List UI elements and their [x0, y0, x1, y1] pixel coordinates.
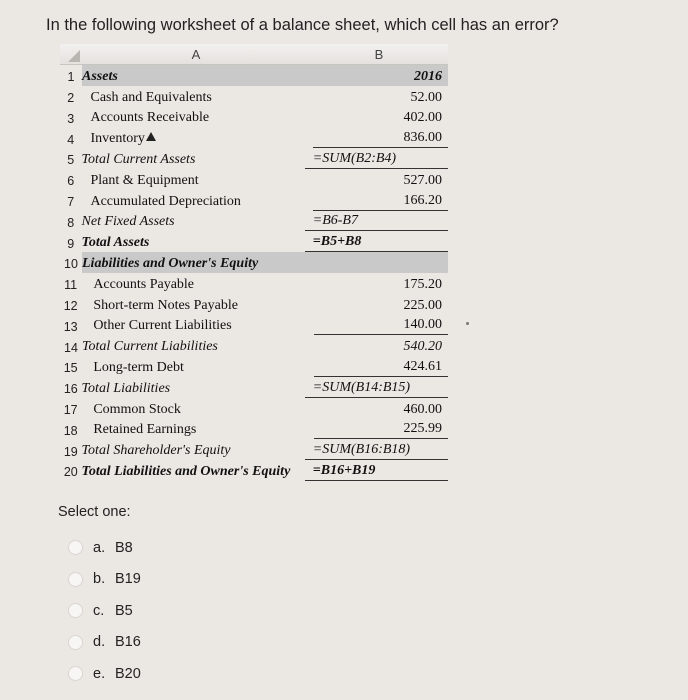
mouse-cursor-icon: [146, 132, 156, 141]
cell-a1: Assets: [82, 70, 310, 86]
row-11: [60, 273, 448, 294]
option-value: B19: [115, 571, 141, 588]
cell-a6: Plant & Equipment: [90, 172, 199, 188]
option-letter: b.: [93, 571, 106, 588]
row-number: 8: [67, 215, 75, 230]
row-14: [60, 335, 448, 356]
radio-button-icon[interactable]: [68, 635, 83, 650]
cell-b9: =B5+B8: [305, 235, 448, 252]
cell-a4-text: Inventory: [90, 131, 145, 147]
cell-a5: Total Current Assets: [81, 151, 196, 167]
row-20: [60, 460, 448, 481]
row-number: 1: [67, 70, 75, 85]
row-18: [60, 419, 448, 440]
option-letter: d.: [93, 634, 106, 651]
option-value: B8: [115, 539, 133, 556]
cell-b19: =SUM(B16:B18): [305, 443, 448, 460]
option-c[interactable]: [68, 595, 141, 627]
row-number: 6: [67, 174, 75, 189]
cell-b13: 140.00: [314, 318, 448, 335]
cell-a10: Liabilities and Owner's Equity: [82, 257, 310, 273]
row-13: [60, 315, 448, 336]
cell-b15: 424.61: [314, 360, 448, 377]
option-a[interactable]: [68, 532, 141, 564]
radio-button-icon[interactable]: [68, 540, 83, 555]
row-2: [60, 86, 448, 107]
row-4: [60, 127, 448, 148]
row-10: [60, 252, 448, 273]
cell-b8: =B6-B7: [305, 214, 448, 231]
spreadsheet: [60, 44, 448, 481]
row-3: [60, 107, 448, 128]
cell-a16: Total Liabilities: [81, 380, 171, 396]
cell-a11: Accounts Payable: [93, 276, 195, 292]
cell-a8: Net Fixed Assets: [81, 214, 175, 230]
answer-options: [58, 504, 141, 690]
cell-a9: Total Assets: [81, 235, 150, 251]
cell-b20: =B16+B19: [305, 464, 448, 481]
row-16: [60, 377, 448, 398]
cell-a19: Total Shareholder's Equity: [81, 443, 231, 459]
cell-a18: Retained Earnings: [93, 422, 197, 438]
row-number: 5: [67, 153, 75, 168]
stray-dot: [466, 322, 469, 325]
option-letter: c.: [93, 602, 105, 619]
row-15: [60, 356, 448, 377]
question-text: In the following worksheet of a balance sheet, which cell has an error?: [46, 16, 559, 34]
cell-a17: Common Stock: [93, 401, 181, 417]
option-letter: e.: [93, 665, 106, 682]
cell-b5: =SUM(B2:B4): [305, 152, 448, 169]
row-number: 10: [64, 257, 78, 272]
cell-b12: 225.00: [403, 297, 443, 313]
row-19: [60, 439, 448, 460]
row-17: [60, 398, 448, 419]
row-12: [60, 294, 448, 315]
cell-a7: Accumulated Depreciation: [90, 193, 241, 209]
cell-a20: Total Liabilities and Owner's Equity: [81, 463, 291, 479]
row-number: 7: [67, 195, 75, 210]
row-number: 16: [63, 382, 78, 397]
row-number: 9: [67, 236, 75, 251]
column-header-a: A: [191, 46, 201, 62]
cell-a14: Total Current Liabilities: [82, 339, 218, 355]
radio-button-icon[interactable]: [68, 572, 83, 587]
option-value: B20: [115, 665, 141, 682]
cell-b11: 175.20: [403, 276, 443, 292]
cell-a13: Other Current Liabilities: [93, 318, 232, 334]
row-number: 11: [64, 278, 78, 293]
row-5: [60, 148, 448, 169]
row-number: 3: [67, 111, 75, 126]
cell-b6: 527.00: [403, 172, 442, 188]
radio-button-icon[interactable]: [68, 666, 83, 681]
select-one-label: Select one:: [58, 504, 131, 520]
option-d[interactable]: [68, 627, 141, 659]
row-number: 4: [67, 132, 75, 147]
row-8: [60, 211, 448, 232]
option-e[interactable]: [68, 658, 141, 690]
radio-button-icon[interactable]: [68, 603, 83, 618]
cell-b1: 2016: [310, 70, 448, 86]
row-number: 13: [63, 319, 78, 334]
row-number: 12: [63, 299, 78, 314]
cell-b3: 402.00: [403, 110, 442, 126]
option-b[interactable]: [68, 564, 141, 596]
row-number: 14: [64, 340, 78, 355]
option-letter: a.: [93, 539, 106, 556]
row-number: 20: [63, 465, 78, 480]
cell-b18: 225.99: [314, 422, 448, 439]
cell-b2: 52.00: [410, 89, 442, 105]
column-header-row: [60, 44, 448, 65]
option-value: B16: [115, 634, 141, 651]
cell-a2: Cash and Equivalents: [90, 89, 212, 105]
row-6: [60, 169, 448, 190]
column-header-b: B: [374, 46, 384, 62]
select-all-corner: [60, 44, 82, 64]
row-number: 19: [63, 444, 78, 459]
row-number: 15: [63, 361, 78, 376]
row-9: [60, 231, 448, 252]
cell-b4: 836.00: [313, 131, 448, 148]
cell-a4: [81, 132, 313, 148]
cell-b16: =SUM(B14:B15): [305, 381, 448, 398]
cell-b7: 166.20: [313, 194, 448, 211]
row-number: 2: [67, 91, 75, 106]
cell-a3: Accounts Receivable: [90, 110, 210, 126]
row-number: 17: [63, 403, 78, 418]
row-1: [60, 65, 448, 86]
row-7: [60, 190, 448, 211]
option-value: B5: [115, 602, 133, 619]
cell-a12: Short-term Notes Payable: [93, 297, 238, 313]
row-number: 18: [63, 423, 78, 438]
cell-b17: 460.00: [403, 401, 443, 417]
cell-a15: Long-term Debt: [93, 359, 184, 375]
cell-b14: 540.20: [403, 339, 442, 355]
